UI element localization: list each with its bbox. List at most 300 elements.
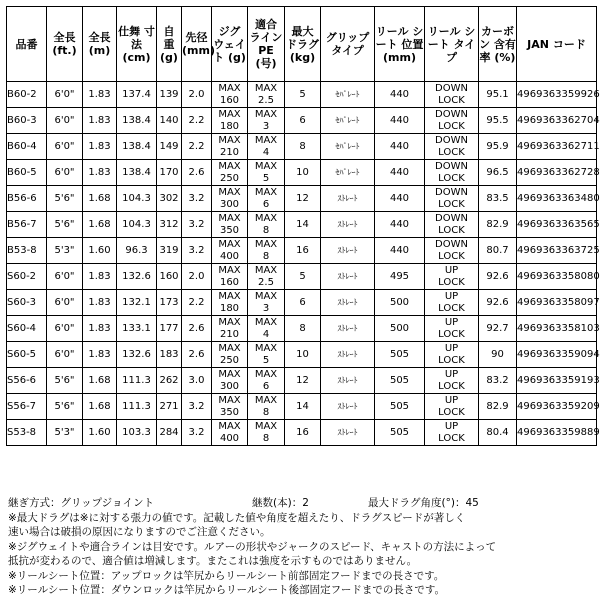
- carbon-content-cell: 95.9: [479, 134, 517, 160]
- reel-seat-type-cell-line: DOWN: [435, 212, 468, 224]
- carbon-content-cell: 92.6: [479, 290, 517, 316]
- length-m-cell: 1.68: [83, 368, 117, 394]
- carbon-content-cell: 80.4: [479, 420, 517, 446]
- reel-seat-type-cell-line: LOCK: [438, 198, 465, 210]
- jig-weight-cell-line: 180: [219, 302, 240, 314]
- model-code-cell: B53-8: [7, 238, 47, 264]
- reel-seat-type-cell-line: DOWN: [435, 108, 468, 120]
- reel-seat-position-cell: 500: [375, 316, 425, 342]
- jig-weight-cell: [212, 82, 248, 108]
- jan-code-cell: 4969363359889: [517, 420, 597, 446]
- jan-code-cell: 4969363362704: [517, 108, 597, 134]
- reel-seat-type-cell-line: LOCK: [438, 432, 465, 444]
- reel-seat-position-cell: 440: [375, 238, 425, 264]
- jig-weight-cell-line: MAX: [218, 82, 241, 94]
- reel-seat-type-cell-line: UP: [444, 290, 459, 302]
- reel-seat-type-cell-line: LOCK: [438, 146, 465, 158]
- reel-seat-type-cell-line: LOCK: [438, 172, 465, 184]
- jig-weight-cell-line: MAX: [218, 186, 241, 198]
- reel-seat-type-cell: [425, 186, 479, 212]
- carbon-content-cell: 90: [479, 342, 517, 368]
- reel-seat-position-cell: 505: [375, 368, 425, 394]
- header-grip-type: グリップ タイプ: [321, 7, 375, 82]
- header-reel-seat-position: リール シート 位置 (mm): [375, 7, 425, 82]
- tip-diameter-cell: 2.0: [182, 82, 212, 108]
- table-row: [7, 134, 597, 160]
- pieces-note: 継数(本)：2: [252, 497, 309, 509]
- tip-diameter-cell: 3.0: [182, 368, 212, 394]
- line-pe-cell-line: MAX: [254, 394, 278, 406]
- notes-section: [8, 496, 596, 598]
- line-pe-cell: [248, 160, 285, 186]
- reel-seat-type-cell-line: LOCK: [438, 94, 465, 106]
- line-pe-cell-line: MAX: [254, 342, 278, 354]
- jig-weight-cell-line: 250: [219, 172, 240, 184]
- reel-seat-type-cell-line: LOCK: [438, 406, 465, 418]
- carbon-content-cell: 80.7: [479, 238, 517, 264]
- jig-weight-cell: [212, 342, 248, 368]
- reel-seat-type-cell-line: DOWN: [435, 82, 468, 94]
- model-code-cell: B60-5: [7, 160, 47, 186]
- jan-code-cell: 4969363358080: [517, 264, 597, 290]
- max-drag-cell: 6: [285, 290, 321, 316]
- jig-weight-cell-line: MAX: [218, 316, 241, 328]
- closed-length-cell: 132.6: [117, 342, 157, 368]
- header-jan-code: JAN コード: [517, 7, 597, 82]
- reel-seat-type-cell-line: LOCK: [438, 302, 465, 314]
- table-row: [7, 290, 597, 316]
- jig-weight-cell: [212, 290, 248, 316]
- jig-weight-cell: [212, 420, 248, 446]
- header-max-drag: 最大 ドラグ (kg): [285, 7, 321, 82]
- max-drag-cell: 10: [285, 342, 321, 368]
- max-drag-cell: 16: [285, 420, 321, 446]
- carbon-content-cell: 95.1: [479, 82, 517, 108]
- table-row: [7, 160, 597, 186]
- reel-seat-type-cell: [425, 316, 479, 342]
- table-row: [7, 394, 597, 420]
- jan-code-cell: 4969363359209: [517, 394, 597, 420]
- tip-diameter-cell: 2.6: [182, 342, 212, 368]
- header-tip-diameter: 先径 (mm): [182, 7, 212, 82]
- reel-seat-type-cell: [425, 368, 479, 394]
- closed-length-cell: 104.3: [117, 212, 157, 238]
- reel-seat-type-cell: [425, 394, 479, 420]
- reel-seat-position-cell: 440: [375, 212, 425, 238]
- length-m-cell: 1.83: [83, 342, 117, 368]
- model-code-cell: B60-4: [7, 134, 47, 160]
- weight-cell: 160: [157, 264, 182, 290]
- line-pe-cell: [248, 394, 285, 420]
- tip-diameter-cell: 2.2: [182, 290, 212, 316]
- length-m-cell: 1.83: [83, 82, 117, 108]
- jig-weight-cell-line: 210: [219, 328, 240, 340]
- weight-cell: 140: [157, 108, 182, 134]
- jan-code-cell: 4969363359193: [517, 368, 597, 394]
- grip-type-cell: ｾﾊﾟﾚｰﾄ: [321, 134, 375, 160]
- model-code-cell: B56-7: [7, 212, 47, 238]
- length-m-cell: 1.68: [83, 212, 117, 238]
- header-length-m: 全長 (m): [83, 7, 117, 82]
- reel-seat-type-cell-line: UP: [444, 420, 459, 432]
- weight-cell: 284: [157, 420, 182, 446]
- note-line: ※リールシート位置：アップロックは竿尻からリールシート前部固定フードまでの長さです。: [8, 569, 445, 582]
- length-m-cell: 1.60: [83, 238, 117, 264]
- table-row: [7, 212, 597, 238]
- weight-cell: 139: [157, 82, 182, 108]
- header-length-ft: 全長 (ft.): [47, 7, 83, 82]
- jig-weight-cell-line: 300: [219, 380, 240, 392]
- weight-cell: 262: [157, 368, 182, 394]
- grip-type-cell: ｽﾄﾚｰﾄ: [321, 316, 375, 342]
- grip-type-cell: ｽﾄﾚｰﾄ: [321, 420, 375, 446]
- model-code-cell: B60-2: [7, 82, 47, 108]
- table-row: [7, 316, 597, 342]
- jig-weight-cell: [212, 394, 248, 420]
- closed-length-cell: 104.3: [117, 186, 157, 212]
- note-line: 抵抗が変わるので、適合値は増減します。またこれは強度を示すものではありません。: [8, 555, 418, 567]
- reel-seat-type-cell-line: DOWN: [435, 160, 468, 172]
- weight-cell: 271: [157, 394, 182, 420]
- line-pe-cell-line: MAX: [254, 134, 278, 146]
- grip-type-cell: ｽﾄﾚｰﾄ: [321, 212, 375, 238]
- carbon-content-cell: 83.2: [479, 368, 517, 394]
- jan-code-cell: 4969363359926: [517, 82, 597, 108]
- jig-weight-cell: [212, 212, 248, 238]
- reel-seat-type-cell-line: UP: [444, 342, 459, 354]
- max-drag-cell: 12: [285, 186, 321, 212]
- tip-diameter-cell: 3.2: [182, 186, 212, 212]
- line-pe-cell-line: 8: [262, 432, 270, 444]
- max-drag-cell: 14: [285, 394, 321, 420]
- jig-weight-cell-line: 210: [219, 146, 240, 158]
- reel-seat-type-cell-line: LOCK: [438, 276, 465, 288]
- closed-length-cell: 138.4: [117, 108, 157, 134]
- notes-summary-line: [8, 496, 596, 511]
- line-pe-cell-line: MAX: [254, 368, 278, 380]
- table-row: [7, 342, 597, 368]
- jig-weight-cell: [212, 186, 248, 212]
- jig-weight-cell: [212, 264, 248, 290]
- max-drag-cell: 8: [285, 316, 321, 342]
- note-line: 速い場合は破損の原因になりますのでご注意ください。: [8, 526, 271, 538]
- reel-seat-type-cell-line: LOCK: [438, 380, 465, 392]
- jig-weight-cell-line: MAX: [218, 108, 241, 120]
- grip-type-cell: ｽﾄﾚｰﾄ: [321, 238, 375, 264]
- max-drag-cell: 6: [285, 108, 321, 134]
- line-pe-cell: [248, 186, 285, 212]
- reel-seat-type-cell-line: LOCK: [438, 120, 465, 132]
- line-pe-cell: [248, 238, 285, 264]
- line-pe-cell-line: 2.5: [258, 276, 274, 288]
- reel-seat-type-cell-line: UP: [444, 316, 459, 328]
- line-pe-cell-line: MAX: [254, 212, 278, 224]
- reel-seat-position-cell: 440: [375, 186, 425, 212]
- jig-weight-cell-line: MAX: [218, 134, 241, 146]
- line-pe-cell-line: MAX: [254, 290, 278, 302]
- length-ft-cell: 5'6": [47, 212, 83, 238]
- jig-weight-cell-line: 350: [219, 224, 240, 236]
- line-pe-cell-line: 2.5: [258, 94, 274, 106]
- jig-weight-cell-line: MAX: [218, 394, 241, 406]
- jan-code-cell: 4969363358097: [517, 290, 597, 316]
- line-pe-cell-line: 8: [262, 250, 270, 262]
- tip-diameter-cell: 2.6: [182, 160, 212, 186]
- closed-length-cell: 133.1: [117, 316, 157, 342]
- jig-weight-cell-line: MAX: [218, 212, 241, 224]
- jig-weight-cell-line: MAX: [218, 160, 241, 172]
- jig-weight-cell-line: 160: [219, 94, 240, 106]
- tip-diameter-cell: 3.2: [182, 394, 212, 420]
- model-code-cell: S56-7: [7, 394, 47, 420]
- header-closed-length: 仕舞 寸法 (cm): [117, 7, 157, 82]
- reel-seat-type-cell: [425, 134, 479, 160]
- jig-weight-cell-line: MAX: [218, 420, 241, 432]
- jan-code-cell: 4969363362711: [517, 134, 597, 160]
- jig-weight-cell: [212, 160, 248, 186]
- max-drag-cell: 14: [285, 212, 321, 238]
- line-pe-cell-line: 6: [262, 380, 270, 392]
- max-drag-angle-note: 最大ドラグ角度(°)：45: [368, 497, 479, 509]
- max-drag-cell: 5: [285, 264, 321, 290]
- note-line: ※リールシート位置：ダウンロックは竿尻からリールシート後部固定フードまでの長さです。: [8, 584, 445, 596]
- length-ft-cell: 5'3": [47, 420, 83, 446]
- tip-diameter-cell: 3.2: [182, 420, 212, 446]
- reel-seat-type-cell: [425, 160, 479, 186]
- line-pe-cell-line: 8: [262, 224, 270, 236]
- spec-table: [6, 6, 600, 446]
- line-pe-cell: [248, 420, 285, 446]
- line-pe-cell-line: 3: [262, 120, 270, 132]
- line-pe-cell-line: MAX: [254, 316, 278, 328]
- line-pe-cell-line: 5: [262, 354, 270, 366]
- length-ft-cell: 6'0": [47, 342, 83, 368]
- grip-type-cell: ｾﾊﾟﾚｰﾄ: [321, 108, 375, 134]
- reel-seat-position-cell: 505: [375, 394, 425, 420]
- jig-weight-cell-line: MAX: [218, 238, 241, 250]
- closed-length-cell: 138.4: [117, 160, 157, 186]
- grip-type-cell: ｽﾄﾚｰﾄ: [321, 394, 375, 420]
- reel-seat-position-cell: 505: [375, 342, 425, 368]
- length-ft-cell: 6'0": [47, 316, 83, 342]
- weight-cell: 319: [157, 238, 182, 264]
- line-pe-cell-line: MAX: [254, 82, 278, 94]
- carbon-content-cell: 83.5: [479, 186, 517, 212]
- table-row: [7, 420, 597, 446]
- length-ft-cell: 5'6": [47, 186, 83, 212]
- closed-length-cell: 137.4: [117, 82, 157, 108]
- reel-seat-type-cell: [425, 420, 479, 446]
- line-pe-cell-line: 4: [262, 328, 270, 340]
- model-code-cell: S53-8: [7, 420, 47, 446]
- line-pe-cell: [248, 108, 285, 134]
- length-ft-cell: 5'3": [47, 238, 83, 264]
- line-pe-cell-line: MAX: [254, 264, 278, 276]
- jig-weight-cell: [212, 316, 248, 342]
- header-carbon-content: カーボン 含有 率 (%): [479, 7, 517, 82]
- line-pe-cell: [248, 316, 285, 342]
- line-pe-cell: [248, 134, 285, 160]
- line-pe-cell: [248, 82, 285, 108]
- weight-cell: 170: [157, 160, 182, 186]
- max-drag-cell: 10: [285, 160, 321, 186]
- reel-seat-type-cell-line: LOCK: [438, 224, 465, 236]
- reel-seat-type-cell-line: LOCK: [438, 250, 465, 262]
- length-m-cell: 1.83: [83, 160, 117, 186]
- jan-code-cell: 4969363362728: [517, 160, 597, 186]
- weight-cell: 312: [157, 212, 182, 238]
- grip-type-cell: ｽﾄﾚｰﾄ: [321, 264, 375, 290]
- grip-type-cell: ｽﾄﾚｰﾄ: [321, 342, 375, 368]
- line-pe-cell-line: MAX: [254, 186, 278, 198]
- tip-diameter-cell: 3.2: [182, 212, 212, 238]
- reel-seat-type-cell: [425, 238, 479, 264]
- reel-seat-type-cell: [425, 342, 479, 368]
- reel-seat-type-cell-line: UP: [444, 394, 459, 406]
- reel-seat-type-cell: [425, 290, 479, 316]
- reel-seat-type-cell-line: DOWN: [435, 134, 468, 146]
- length-m-cell: 1.83: [83, 264, 117, 290]
- table-row: [7, 108, 597, 134]
- jan-code-cell: 4969363363480: [517, 186, 597, 212]
- length-m-cell: 1.83: [83, 316, 117, 342]
- carbon-content-cell: 82.9: [479, 394, 517, 420]
- grip-type-cell: ｽﾄﾚｰﾄ: [321, 186, 375, 212]
- length-ft-cell: 6'0": [47, 290, 83, 316]
- jig-weight-cell-line: MAX: [218, 290, 241, 302]
- tip-diameter-cell: 2.2: [182, 108, 212, 134]
- carbon-content-cell: 95.5: [479, 108, 517, 134]
- weight-cell: 302: [157, 186, 182, 212]
- length-m-cell: 1.60: [83, 420, 117, 446]
- reel-seat-type-cell: [425, 108, 479, 134]
- closed-length-cell: 96.3: [117, 238, 157, 264]
- spec-table-body: [7, 82, 600, 446]
- closed-length-cell: 103.3: [117, 420, 157, 446]
- reel-seat-position-cell: 500: [375, 290, 425, 316]
- table-row: [7, 238, 597, 264]
- reel-seat-type-cell-line: DOWN: [435, 238, 468, 250]
- closed-length-cell: 138.4: [117, 134, 157, 160]
- weight-cell: 177: [157, 316, 182, 342]
- grip-type-cell: ｽﾄﾚｰﾄ: [321, 368, 375, 394]
- model-code-cell: S60-4: [7, 316, 47, 342]
- table-row: [7, 264, 597, 290]
- length-m-cell: 1.83: [83, 134, 117, 160]
- jig-weight-cell-line: MAX: [218, 368, 241, 380]
- note-line: ※ジグウェイトや適合ラインは目安です。ルアーの形状やジャークのスピード、キャストの方法によって: [8, 540, 497, 553]
- line-pe-cell-line: MAX: [254, 238, 278, 250]
- line-pe-cell-line: 3: [262, 302, 270, 314]
- tip-diameter-cell: 3.2: [182, 238, 212, 264]
- line-pe-cell-line: MAX: [254, 420, 278, 432]
- reel-seat-type-cell: [425, 264, 479, 290]
- line-pe-cell: [248, 212, 285, 238]
- line-pe-cell: [248, 264, 285, 290]
- reel-seat-type-cell-line: LOCK: [438, 354, 465, 366]
- model-code-cell: S60-5: [7, 342, 47, 368]
- table-row: [7, 82, 597, 108]
- line-pe-cell-line: 5: [262, 172, 270, 184]
- model-code-cell: B60-3: [7, 108, 47, 134]
- jig-weight-cell: [212, 108, 248, 134]
- reel-seat-type-cell-line: UP: [444, 264, 459, 276]
- line-pe-cell-line: 6: [262, 198, 270, 210]
- reel-seat-position-cell: 440: [375, 82, 425, 108]
- model-code-cell: S60-3: [7, 290, 47, 316]
- jig-weight-cell: [212, 238, 248, 264]
- tip-diameter-cell: 2.2: [182, 134, 212, 160]
- closed-length-cell: 132.1: [117, 290, 157, 316]
- jan-code-cell: 4969363363565: [517, 212, 597, 238]
- line-pe-cell: [248, 290, 285, 316]
- jig-weight-cell-line: MAX: [218, 264, 241, 276]
- grip-type-cell: ｽﾄﾚｰﾄ: [321, 290, 375, 316]
- reel-seat-type-cell-line: UP: [444, 368, 459, 380]
- length-ft-cell: 5'6": [47, 394, 83, 420]
- spec-table-container: [6, 6, 600, 446]
- header-line-pe: 適合 ライン PE (号): [248, 7, 285, 82]
- grip-type-cell: ｾﾊﾟﾚｰﾄ: [321, 82, 375, 108]
- header-weight: 自 重 (g): [157, 7, 182, 82]
- reel-seat-type-cell: [425, 212, 479, 238]
- header-jig-weight: ジグ ウェイト (g): [212, 7, 248, 82]
- table-row: [7, 368, 597, 394]
- reel-seat-type-cell: [425, 82, 479, 108]
- jig-weight-cell: [212, 134, 248, 160]
- header-model: 品番: [7, 7, 47, 82]
- max-drag-cell: 5: [285, 82, 321, 108]
- jan-code-cell: 4969363363725: [517, 238, 597, 264]
- jig-weight-cell-line: 180: [219, 120, 240, 132]
- tip-diameter-cell: 2.6: [182, 316, 212, 342]
- jig-weight-cell-line: 400: [219, 250, 240, 262]
- closed-length-cell: 111.3: [117, 394, 157, 420]
- length-m-cell: 1.68: [83, 186, 117, 212]
- reel-seat-position-cell: 505: [375, 420, 425, 446]
- reel-seat-position-cell: 440: [375, 160, 425, 186]
- tip-diameter-cell: 2.0: [182, 264, 212, 290]
- max-drag-cell: 16: [285, 238, 321, 264]
- grip-type-cell: ｾﾊﾟﾚｰﾄ: [321, 160, 375, 186]
- jig-weight-cell-line: 400: [219, 432, 240, 444]
- header-row: [7, 7, 597, 82]
- carbon-content-cell: 92.7: [479, 316, 517, 342]
- jig-weight-cell-line: 350: [219, 406, 240, 418]
- weight-cell: 173: [157, 290, 182, 316]
- line-pe-cell-line: 8: [262, 406, 270, 418]
- line-pe-cell-line: MAX: [254, 160, 278, 172]
- model-code-cell: S60-2: [7, 264, 47, 290]
- reel-seat-position-cell: 440: [375, 134, 425, 160]
- jig-weight-cell-line: 250: [219, 354, 240, 366]
- reel-seat-type-cell-line: DOWN: [435, 186, 468, 198]
- closed-length-cell: 132.6: [117, 264, 157, 290]
- line-pe-cell: [248, 368, 285, 394]
- jig-weight-cell-line: 160: [219, 276, 240, 288]
- table-row: [7, 186, 597, 212]
- max-drag-cell: 8: [285, 134, 321, 160]
- jan-code-cell: 4969363359094: [517, 342, 597, 368]
- model-code-cell: S56-6: [7, 368, 47, 394]
- reel-seat-type-cell-line: LOCK: [438, 328, 465, 340]
- reel-seat-position-cell: 495: [375, 264, 425, 290]
- note-line: ※最大ドラグは※に対する張力の値です。記載した値や角度を超えたり、ドラグスピードが著しく: [8, 511, 466, 524]
- jan-code-cell: 4969363358103: [517, 316, 597, 342]
- length-ft-cell: 6'0": [47, 108, 83, 134]
- line-pe-cell-line: 4: [262, 146, 270, 158]
- carbon-content-cell: 96.5: [479, 160, 517, 186]
